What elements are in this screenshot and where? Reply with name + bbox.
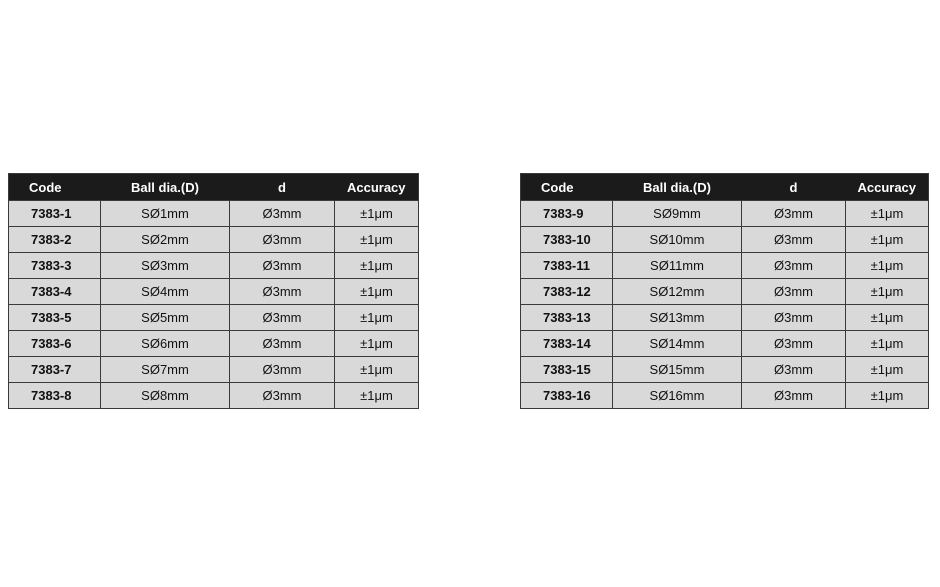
cell-accuracy: ±1μm [335, 357, 419, 383]
cell-ball-diameter: SØ5mm [101, 305, 230, 331]
cell-d: Ø3mm [742, 305, 846, 331]
column-header-ball-diameter: Ball dia.(D) [613, 174, 742, 201]
table-header-row [521, 174, 929, 201]
cell-accuracy: ±1μm [335, 201, 419, 227]
cell-ball-diameter: SØ12mm [613, 279, 742, 305]
cell-ball-diameter: SØ13mm [613, 305, 742, 331]
cell-d: Ø3mm [230, 279, 335, 305]
cell-d: Ø3mm [230, 201, 335, 227]
table-row [9, 305, 419, 331]
spec-table-left [8, 173, 419, 409]
cell-code: 7383-7 [9, 357, 101, 383]
cell-ball-diameter: SØ7mm [101, 357, 230, 383]
cell-code: 7383-13 [521, 305, 613, 331]
cell-accuracy: ±1μm [335, 305, 419, 331]
cell-ball-diameter: SØ6mm [101, 331, 230, 357]
cell-ball-diameter: SØ16mm [613, 383, 742, 409]
cell-ball-diameter: SØ11mm [613, 253, 742, 279]
cell-accuracy: ±1μm [846, 383, 929, 409]
cell-d: Ø3mm [742, 279, 846, 305]
cell-d: Ø3mm [742, 201, 846, 227]
cell-ball-diameter: SØ2mm [101, 227, 230, 253]
cell-accuracy: ±1μm [846, 357, 929, 383]
cell-d: Ø3mm [742, 253, 846, 279]
cell-code: 7383-5 [9, 305, 101, 331]
table-row [9, 383, 419, 409]
cell-code: 7383-8 [9, 383, 101, 409]
cell-code: 7383-10 [521, 227, 613, 253]
cell-code: 7383-2 [9, 227, 101, 253]
cell-d: Ø3mm [742, 383, 846, 409]
cell-accuracy: ±1μm [335, 383, 419, 409]
cell-code: 7383-9 [521, 201, 613, 227]
cell-code: 7383-6 [9, 331, 101, 357]
cell-accuracy: ±1μm [335, 331, 419, 357]
cell-code: 7383-3 [9, 253, 101, 279]
cell-accuracy: ±1μm [335, 279, 419, 305]
table-row [9, 357, 419, 383]
table-row [521, 305, 929, 331]
cell-d: Ø3mm [230, 305, 335, 331]
table-row [9, 201, 419, 227]
column-header-accuracy: Accuracy [335, 174, 419, 201]
column-header-d: d [230, 174, 335, 201]
cell-accuracy: ±1μm [846, 305, 929, 331]
cell-ball-diameter: SØ4mm [101, 279, 230, 305]
cell-ball-diameter: SØ14mm [613, 331, 742, 357]
cell-accuracy: ±1μm [335, 227, 419, 253]
cell-d: Ø3mm [230, 357, 335, 383]
table-row [521, 383, 929, 409]
cell-d: Ø3mm [230, 227, 335, 253]
cell-code: 7383-12 [521, 279, 613, 305]
cell-code: 7383-16 [521, 383, 613, 409]
column-header-ball-diameter: Ball dia.(D) [101, 174, 230, 201]
cell-ball-diameter: SØ3mm [101, 253, 230, 279]
cell-accuracy: ±1μm [846, 279, 929, 305]
cell-code: 7383-1 [9, 201, 101, 227]
cell-ball-diameter: SØ1mm [101, 201, 230, 227]
column-header-accuracy: Accuracy [846, 174, 929, 201]
column-header-d: d [742, 174, 846, 201]
cell-accuracy: ±1μm [335, 253, 419, 279]
cell-code: 7383-4 [9, 279, 101, 305]
column-header-code: Code [9, 174, 101, 201]
table-row [521, 201, 929, 227]
cell-d: Ø3mm [742, 331, 846, 357]
cell-ball-diameter: SØ9mm [613, 201, 742, 227]
cell-accuracy: ±1μm [846, 331, 929, 357]
table-row [9, 227, 419, 253]
table-row [521, 331, 929, 357]
cell-d: Ø3mm [230, 383, 335, 409]
table-row [9, 279, 419, 305]
cell-accuracy: ±1μm [846, 201, 929, 227]
cell-ball-diameter: SØ8mm [101, 383, 230, 409]
cell-ball-diameter: SØ15mm [613, 357, 742, 383]
table-row [521, 227, 929, 253]
table-header-row [9, 174, 419, 201]
spec-table-right [520, 173, 929, 409]
table-row [521, 357, 929, 383]
cell-d: Ø3mm [742, 357, 846, 383]
table-row [9, 253, 419, 279]
table-row [9, 331, 419, 357]
cell-accuracy: ±1μm [846, 253, 929, 279]
table-row [521, 253, 929, 279]
cell-d: Ø3mm [230, 331, 335, 357]
cell-d: Ø3mm [230, 253, 335, 279]
cell-code: 7383-15 [521, 357, 613, 383]
cell-accuracy: ±1μm [846, 227, 929, 253]
cell-d: Ø3mm [742, 227, 846, 253]
cell-code: 7383-11 [521, 253, 613, 279]
cell-ball-diameter: SØ10mm [613, 227, 742, 253]
cell-code: 7383-14 [521, 331, 613, 357]
table-row [521, 279, 929, 305]
column-header-code: Code [521, 174, 613, 201]
